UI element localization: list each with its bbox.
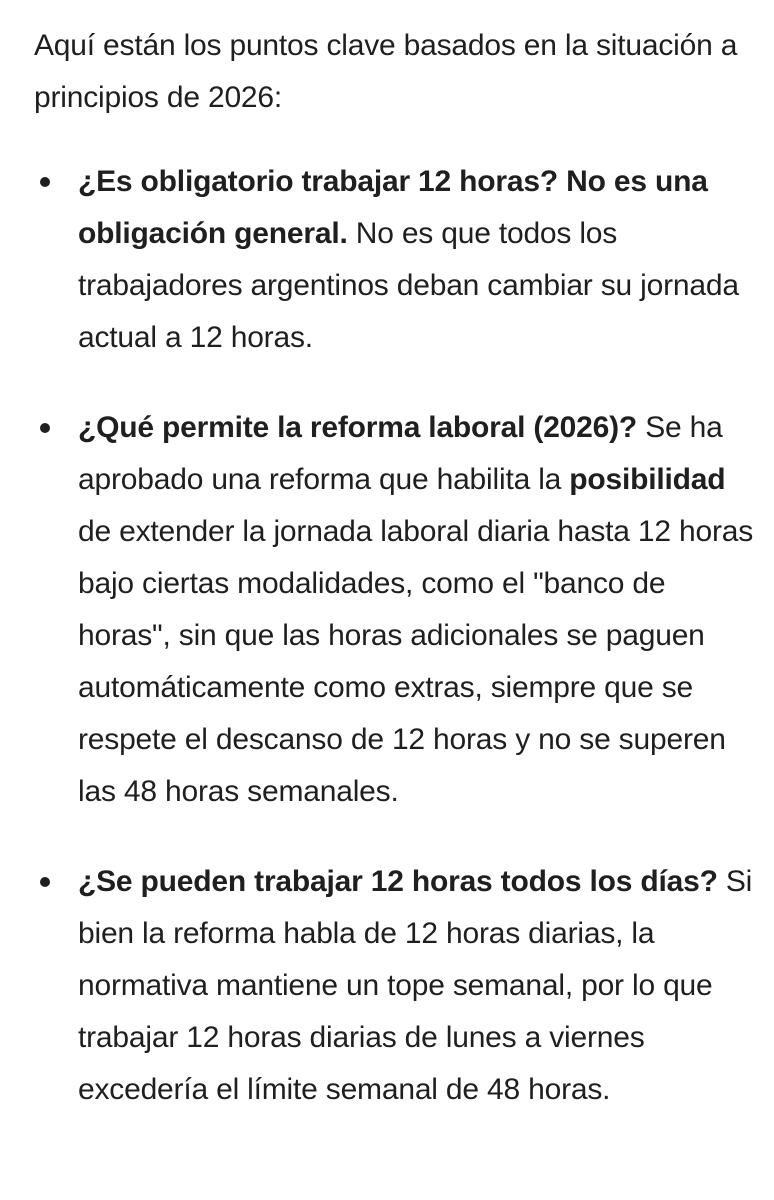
- bullet-icon: [40, 177, 50, 187]
- point-text: Se ha aprobado una reforma que habilita la: [78, 411, 723, 496]
- bullet-icon: [40, 423, 50, 433]
- bullet-icon: [40, 877, 50, 887]
- list-item: [34, 156, 754, 364]
- point-heading: ¿Es obligatorio trabajar 12 horas? No es una obligación general.: [78, 165, 708, 250]
- point-emphasis: posibilidad: [569, 463, 726, 496]
- point-text: Si bien la reforma habla de 12 horas diarias, la normativa mantiene un tope semanal, por lo que trabajar 12 horas diarias de lunes a viernes excedería el límite semanal de 48 horas.: [78, 865, 753, 1106]
- response-content: [34, 20, 754, 1154]
- point-heading: ¿Qué permite la reforma laboral (2026)?: [78, 411, 638, 444]
- intro-paragraph: Aquí están los puntos clave basados en la situación a principios de 2026:: [34, 29, 738, 114]
- point-heading: ¿Se pueden trabajar 12 horas todos los días?: [78, 865, 718, 898]
- point-text: No es que todos los trabajadores argentinos deban cambiar su jornada actual a 12 horas.: [78, 217, 739, 354]
- point-text: de extender la jornada laboral diaria hasta 12 horas bajo ciertas modalidades, como el "banco de horas", sin que las horas adicionales se paguen automáticamente como extras, siempre que se respete el descanso de 12 horas y no se superen las 48 horas semanales.: [78, 515, 754, 808]
- list-item: [34, 856, 754, 1116]
- key-points-list: [34, 156, 754, 1116]
- list-item: [34, 402, 754, 818]
